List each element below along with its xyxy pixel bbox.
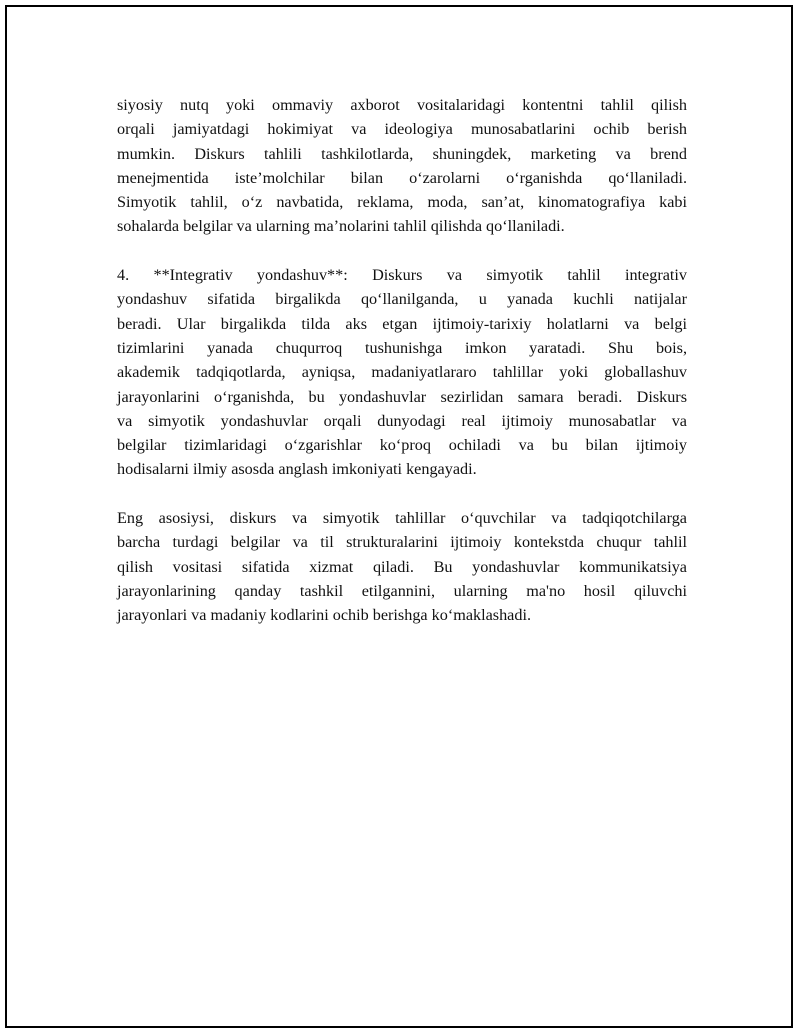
paragraph-2-line: belgilar tizimlaridagi o‘zgarishlar ko‘proq ochiladi va bu bilan ijtimoiy [117, 436, 687, 455]
paragraph-2-line: hodisalarni ilmiy asosda anglash imkoniyati kengayadi. [117, 460, 477, 479]
paragraph-2-line: yondashuv sifatida birgalikda qo‘llanilganda, u yanada kuchli natijalar [117, 290, 687, 309]
paragraph-2-line: 4. **Integrativ yondashuv**: Diskurs va simyotik tahlil integrativ [117, 266, 687, 285]
paragraph-3 [117, 506, 687, 627]
paragraph-1-line: Simyotik tahlil, o‘z navbatida, reklama, moda, san’at, kinomatografiya kabi [117, 193, 687, 212]
paragraph-2 [117, 263, 687, 482]
paragraph-2-line: va simyotik yondashuvlar orqali dunyodagi real ijtimoiy munosabatlar va [117, 411, 687, 430]
paragraph-1-line: siyosiy nutq yoki ommaviy axborot vositalaridagi kontentni tahlil qilish [117, 96, 687, 114]
paragraph-1-line: orqali jamiyatdagi hokimiyat va ideologiya munosabatlarini ochib berish [117, 120, 687, 139]
paragraph-3-line: jarayonlari va madaniy kodlarini ochib berishga ko‘maklashadi. [117, 606, 531, 625]
paragraph-3-line: Eng asosiysi, diskurs va simyotik tahlillar o‘quvchilar va tadqiqotchilarga [117, 509, 687, 528]
paragraph-3-line: barcha turdagi belgilar va til strukturalarini ijtimoiy kontekstda chuqur tahlil [117, 533, 687, 552]
paragraph-1 [117, 93, 687, 239]
paragraph-2-line: akademik tadqiqotlarda, ayniqsa, madaniyatlararo tahlillar yoki globallashuv [117, 363, 687, 382]
paragraph-1-line: mumkin. Diskurs tahlili tashkilotlarda, shuningdek, marketing va brend [117, 144, 687, 163]
paragraph-3-line: qilish vositasi sifatida xizmat qiladi. Bu yondashuvlar kommunikatsiya [117, 557, 687, 576]
paragraph-1-line: menejmentida iste’molchilar bilan o‘zarolarni o‘rganishda qo‘llaniladi. [117, 168, 687, 187]
document-body [117, 93, 687, 652]
paragraph-3-line: jarayonlarining qanday tashkil etilgannini, ularning ma'no hosil qiluvchi [117, 581, 687, 600]
paragraph-2-line: beradi. Ular birgalikda tilda aks etgan ijtimoiy-tarixiy holatlarni va belgi [117, 314, 687, 333]
paragraph-2-line: jarayonlarini o‘rganishda, bu yondashuvlar sezirlidan samara beradi. Diskurs [117, 387, 687, 406]
paragraph-2-line: tizimlarini yanada chuqurroq tushunishga imkon yaratadi. Shu bois, [117, 338, 687, 357]
paragraph-1-line: sohalarda belgilar va ularning ma’nolarini tahlil qilishda qo‘llaniladi. [117, 217, 565, 236]
